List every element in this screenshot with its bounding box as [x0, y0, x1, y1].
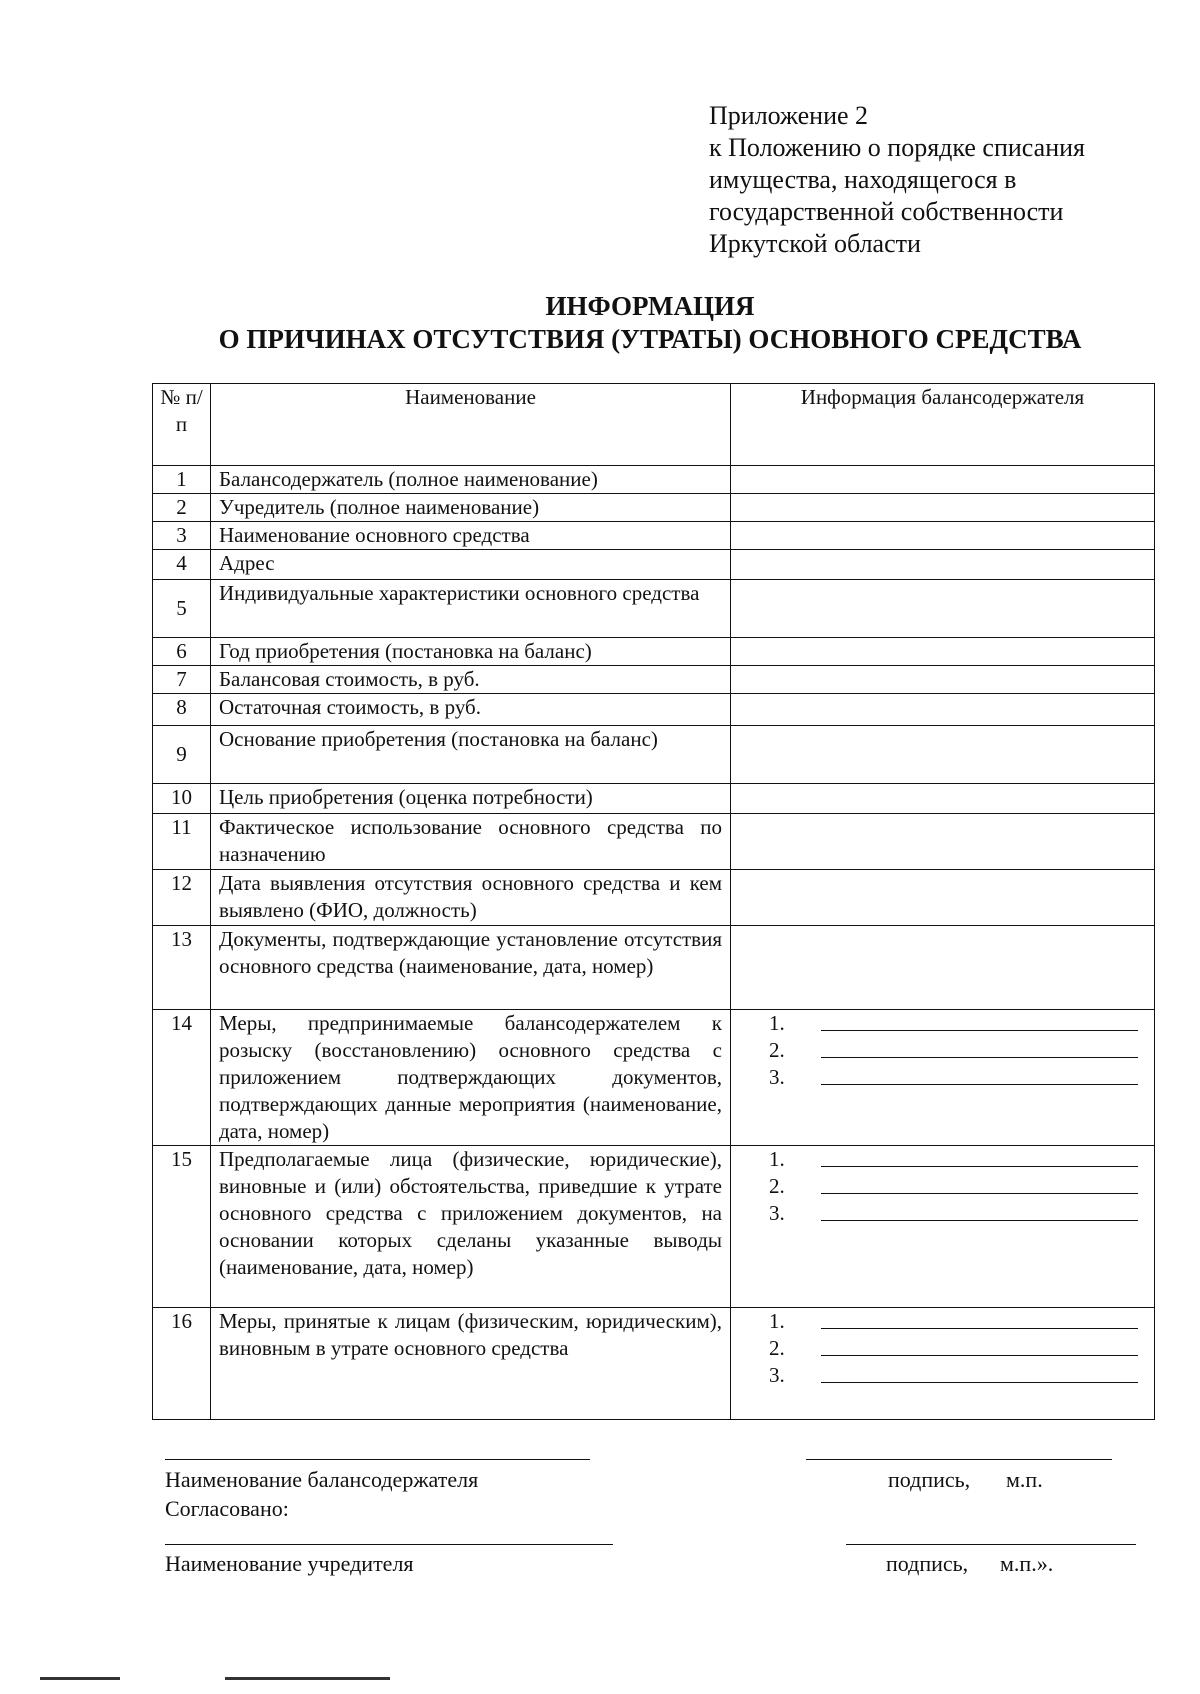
- founder-name-label: Наименование учредителя: [165, 1551, 414, 1576]
- row-name: Основание приобретения (постановка на баланс): [211, 726, 731, 784]
- document-title: ИНФОРМАЦИЯ: [545, 291, 755, 321]
- row-name: Меры, принятые к лицам (физическим, юридическим), виновным в утрате основного средства: [211, 1308, 731, 1420]
- row-name: Фактическое использование основного средства по назначению: [211, 814, 731, 870]
- table-row: [153, 580, 1155, 638]
- holder-name-line[interactable]: [165, 1459, 590, 1460]
- row-name: Год приобретения (постановка на баланс): [211, 638, 731, 666]
- fill-line[interactable]: [821, 1084, 1138, 1085]
- list-item: [739, 1010, 1146, 1037]
- list-item: [739, 1173, 1146, 1200]
- list-item: [739, 1335, 1146, 1362]
- document-subtitle: О ПРИЧИНАХ ОТСУТСТВИЯ (УТРАТЫ) ОСНОВНОГО СРЕДСТВА: [218, 324, 1082, 354]
- table-row: [153, 1146, 1155, 1308]
- table-row: [153, 466, 1155, 494]
- table-row: [153, 870, 1155, 926]
- fill-line[interactable]: [821, 1328, 1138, 1329]
- row-name: Балансодержатель (полное наименование): [211, 466, 731, 494]
- row-name: Меры, предпринимаемые балансодержателем к розыску (восстановлению) основного средства с приложением подтверждающих документов, подтверждающих данные мероприятия (наименование, дата, номер): [211, 1010, 731, 1146]
- appendix-line: государственной собственности: [709, 197, 1064, 226]
- row-info-cell[interactable]: [731, 466, 1155, 494]
- fill-line[interactable]: [821, 1220, 1138, 1221]
- header-name: Наименование: [211, 384, 731, 466]
- row-number: 5: [153, 580, 211, 638]
- founder-signature-line[interactable]: [846, 1544, 1136, 1545]
- list-number: 1.: [769, 1309, 785, 1333]
- fill-line[interactable]: [821, 1355, 1138, 1356]
- table-header-row: [153, 384, 1155, 466]
- row-info-cell[interactable]: [731, 814, 1155, 870]
- fill-line[interactable]: [821, 1030, 1138, 1031]
- row-number: 13: [153, 926, 211, 1010]
- row-number: 2: [153, 494, 211, 522]
- row-info-cell[interactable]: [731, 638, 1155, 666]
- table-row: [153, 814, 1155, 870]
- appendix-reference: [709, 100, 1179, 260]
- list-number: 2.: [769, 1336, 785, 1360]
- list-item: [739, 1146, 1146, 1173]
- row-name: Наименование основного средства: [211, 522, 731, 550]
- row-number: 6: [153, 638, 211, 666]
- row-info-cell[interactable]: [731, 726, 1155, 784]
- row-info-cell: [731, 1308, 1155, 1420]
- header-number-text: № п/ п: [160, 385, 203, 436]
- table-row: [153, 522, 1155, 550]
- scan-artifact: [40, 1677, 120, 1680]
- row-name: Цель приобретения (оценка потребности): [211, 784, 731, 814]
- row-number: 14: [153, 1010, 211, 1146]
- list-number: 1.: [769, 1147, 785, 1171]
- row-number: 15: [153, 1146, 211, 1308]
- list-item: [739, 1362, 1146, 1389]
- row-info-cell: [731, 1146, 1155, 1308]
- table-row: [153, 666, 1155, 694]
- information-table: [152, 383, 1155, 1420]
- list-item: [739, 1037, 1146, 1064]
- row-number: 7: [153, 666, 211, 694]
- list-number: 3.: [769, 1363, 785, 1387]
- fill-line[interactable]: [821, 1382, 1138, 1383]
- row-info-cell[interactable]: [731, 694, 1155, 726]
- list-number: 3.: [769, 1201, 785, 1225]
- row-number: 4: [153, 550, 211, 580]
- scan-artifact: [225, 1677, 390, 1680]
- appendix-line: к Положению о порядке списания: [709, 133, 1085, 162]
- list-number: 2.: [769, 1038, 785, 1062]
- row-number: 10: [153, 784, 211, 814]
- table-row: [153, 638, 1155, 666]
- row-name: Балансовая стоимость, в руб.: [211, 666, 731, 694]
- fill-line[interactable]: [821, 1166, 1138, 1167]
- table-row: [153, 1010, 1155, 1146]
- row-name: Предполагаемые лица (физические, юридические), виновные и (или) обстоятельства, приведшие к утрате основного средства с приложением документов, на основании которых сделаны указанные выводы (наименование, дата, номер): [211, 1146, 731, 1308]
- founder-name-line[interactable]: [165, 1544, 613, 1545]
- row-info-cell[interactable]: [731, 870, 1155, 926]
- table-row: [153, 694, 1155, 726]
- table-row: [153, 494, 1155, 522]
- row-number: 1: [153, 466, 211, 494]
- fill-line[interactable]: [821, 1057, 1138, 1058]
- table-row: [153, 550, 1155, 580]
- row-name: Адрес: [211, 550, 731, 580]
- row-info-cell[interactable]: [731, 580, 1155, 638]
- list-number: 3.: [769, 1065, 785, 1089]
- row-name: Дата выявления отсутствия основного средства и кем выявлено (ФИО, должность): [211, 870, 731, 926]
- header-number: [153, 384, 211, 466]
- appendix-line: Приложение 2: [709, 101, 869, 130]
- row-number: 9: [153, 726, 211, 784]
- row-name: Документы, подтверждающие установление отсутствия основного средства (наименование, дата, номер): [211, 926, 731, 1010]
- list-number: 1.: [769, 1011, 785, 1035]
- signature-label: подпись,: [888, 1467, 971, 1492]
- row-name: Учредитель (полное наименование): [211, 494, 731, 522]
- table-row: [153, 926, 1155, 1010]
- stamp-label: м.п.: [1006, 1467, 1043, 1492]
- row-number: 8: [153, 694, 211, 726]
- row-info-cell[interactable]: [731, 666, 1155, 694]
- row-number: 12: [153, 870, 211, 926]
- list-item: [739, 1064, 1146, 1091]
- list-item: [739, 1308, 1146, 1335]
- list-number: 2.: [769, 1174, 785, 1198]
- row-number: 11: [153, 814, 211, 870]
- stamp-label: м.п.».: [1000, 1551, 1054, 1576]
- agreed-label: Согласовано:: [165, 1496, 289, 1521]
- row-name: Индивидуальные характеристики основного средства: [211, 580, 731, 638]
- row-info-cell: [731, 1010, 1155, 1146]
- row-info-cell[interactable]: [731, 550, 1155, 580]
- row-info-cell[interactable]: [731, 522, 1155, 550]
- list-item: [739, 1200, 1146, 1227]
- appendix-line: имущества, находящегося в: [709, 165, 1017, 194]
- header-info: Информация балансодержателя: [731, 384, 1155, 466]
- holder-name-label: Наименование балансодержателя: [165, 1467, 479, 1492]
- table-row: [153, 1308, 1155, 1420]
- row-number: 16: [153, 1308, 211, 1420]
- table-row: [153, 726, 1155, 784]
- table-row: [153, 784, 1155, 814]
- signature-label: подпись,: [886, 1551, 969, 1576]
- row-info-cell[interactable]: [731, 494, 1155, 522]
- row-name: Остаточная стоимость, в руб.: [211, 694, 731, 726]
- holder-signature-line[interactable]: [806, 1459, 1112, 1460]
- row-info-cell[interactable]: [731, 926, 1155, 1010]
- row-number: 3: [153, 522, 211, 550]
- row-info-cell[interactable]: [731, 784, 1155, 814]
- fill-line[interactable]: [821, 1193, 1138, 1194]
- appendix-line: Иркутской области: [709, 229, 921, 258]
